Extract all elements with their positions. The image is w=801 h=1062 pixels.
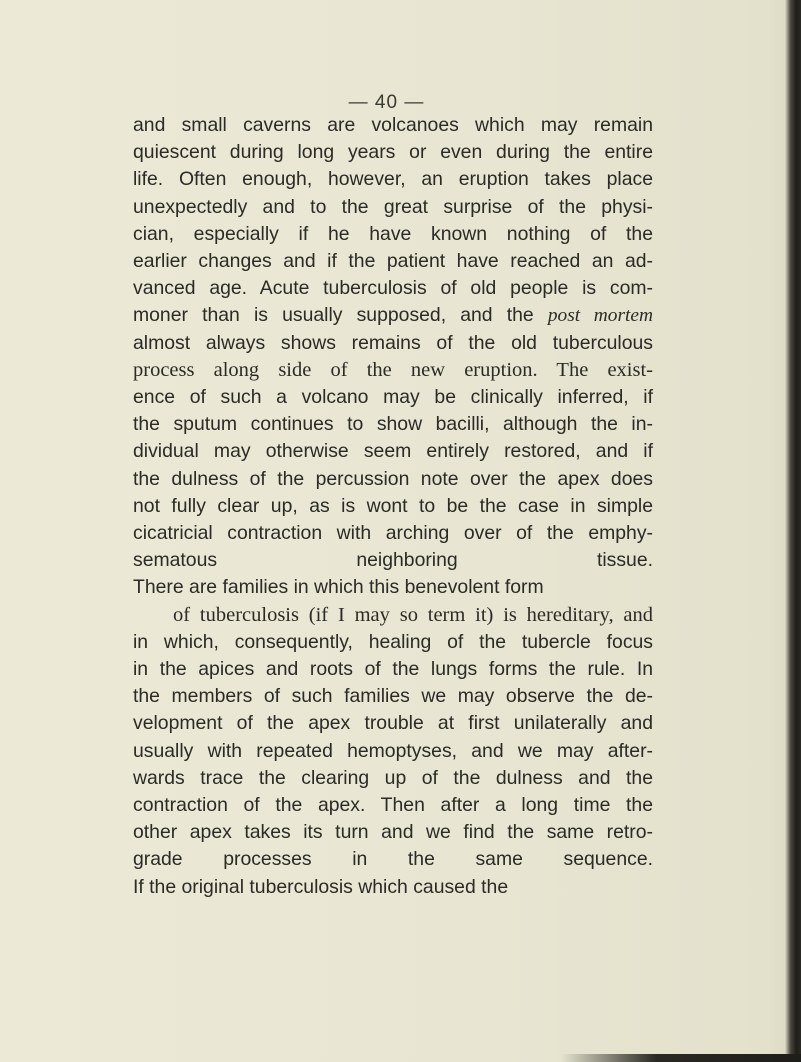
text-line: quiescent during long years or even during the entire xyxy=(133,141,653,164)
text-line: unexpectedly and to the great surprise of the physi- xyxy=(133,195,653,218)
text-line: wards trace the clearing up of the dulness and the xyxy=(133,766,653,789)
text-line: cicatricial contraction with arching over of the emphy- xyxy=(133,522,653,545)
text-line: not fully clear up, as is wont to be the case in simple xyxy=(133,494,653,517)
bottom-edge xyxy=(560,1054,801,1062)
binding-edge xyxy=(785,0,801,1062)
text-line: life. Often enough, however, an eruption takes place xyxy=(133,168,653,191)
text-line: in the apices and roots of the lungs forms the rule. In xyxy=(133,658,653,681)
text-line: the members of such families we may observe the de- xyxy=(133,685,653,708)
page-number: — 40 — xyxy=(348,92,425,113)
text-run: moner than is usually supposed, and the xyxy=(133,304,534,327)
text-line: the sputum continues to show bacilli, although the in- xyxy=(133,413,653,436)
text-line: almost always shows remains of the old tuberculous xyxy=(133,331,653,354)
body-text xyxy=(133,112,653,901)
text-line: the dulness of the percussion note over the apex does xyxy=(133,467,653,490)
text-line: There are families in which this benevolent form xyxy=(133,576,544,599)
text-line: usually with repeated hemoptyses, and we may after- xyxy=(133,739,653,762)
text-line: cian, especially if he have known nothing of the xyxy=(133,222,653,245)
text-line: in which, consequently, healing of the tubercle focus xyxy=(133,630,653,653)
text-line-with-italic xyxy=(133,302,653,329)
text-line: dividual may otherwise seem entirely restored, and if xyxy=(133,440,653,463)
text-line: vanced age. Acute tuberculosis of old people is com- xyxy=(133,277,653,300)
text-line: sematous neighboring tissue. xyxy=(133,549,653,572)
text-line: ence of such a volcano may be clinically inferred, if xyxy=(133,386,653,409)
text-line: velopment of the apex trouble at first unilaterally and xyxy=(133,712,653,735)
text-line: process along side of the new eruption. The exist- xyxy=(133,358,653,381)
paragraph-start: of tuberculosis (if I may so term it) is hereditary, and xyxy=(173,603,653,626)
text-line: earlier changes and if the patient have reached an ad- xyxy=(133,250,653,273)
text-line: If the original tuberculosis which caused the xyxy=(133,875,509,898)
text-line: grade processes in the same sequence. xyxy=(133,848,653,871)
text-line: other apex takes its turn and we find the same retro- xyxy=(133,821,653,844)
text-line: contraction of the apex. Then after a long time the xyxy=(133,794,653,817)
italic-phrase: post mortem xyxy=(547,305,653,327)
text-line: and small caverns are volcanoes which may remain xyxy=(133,114,653,136)
